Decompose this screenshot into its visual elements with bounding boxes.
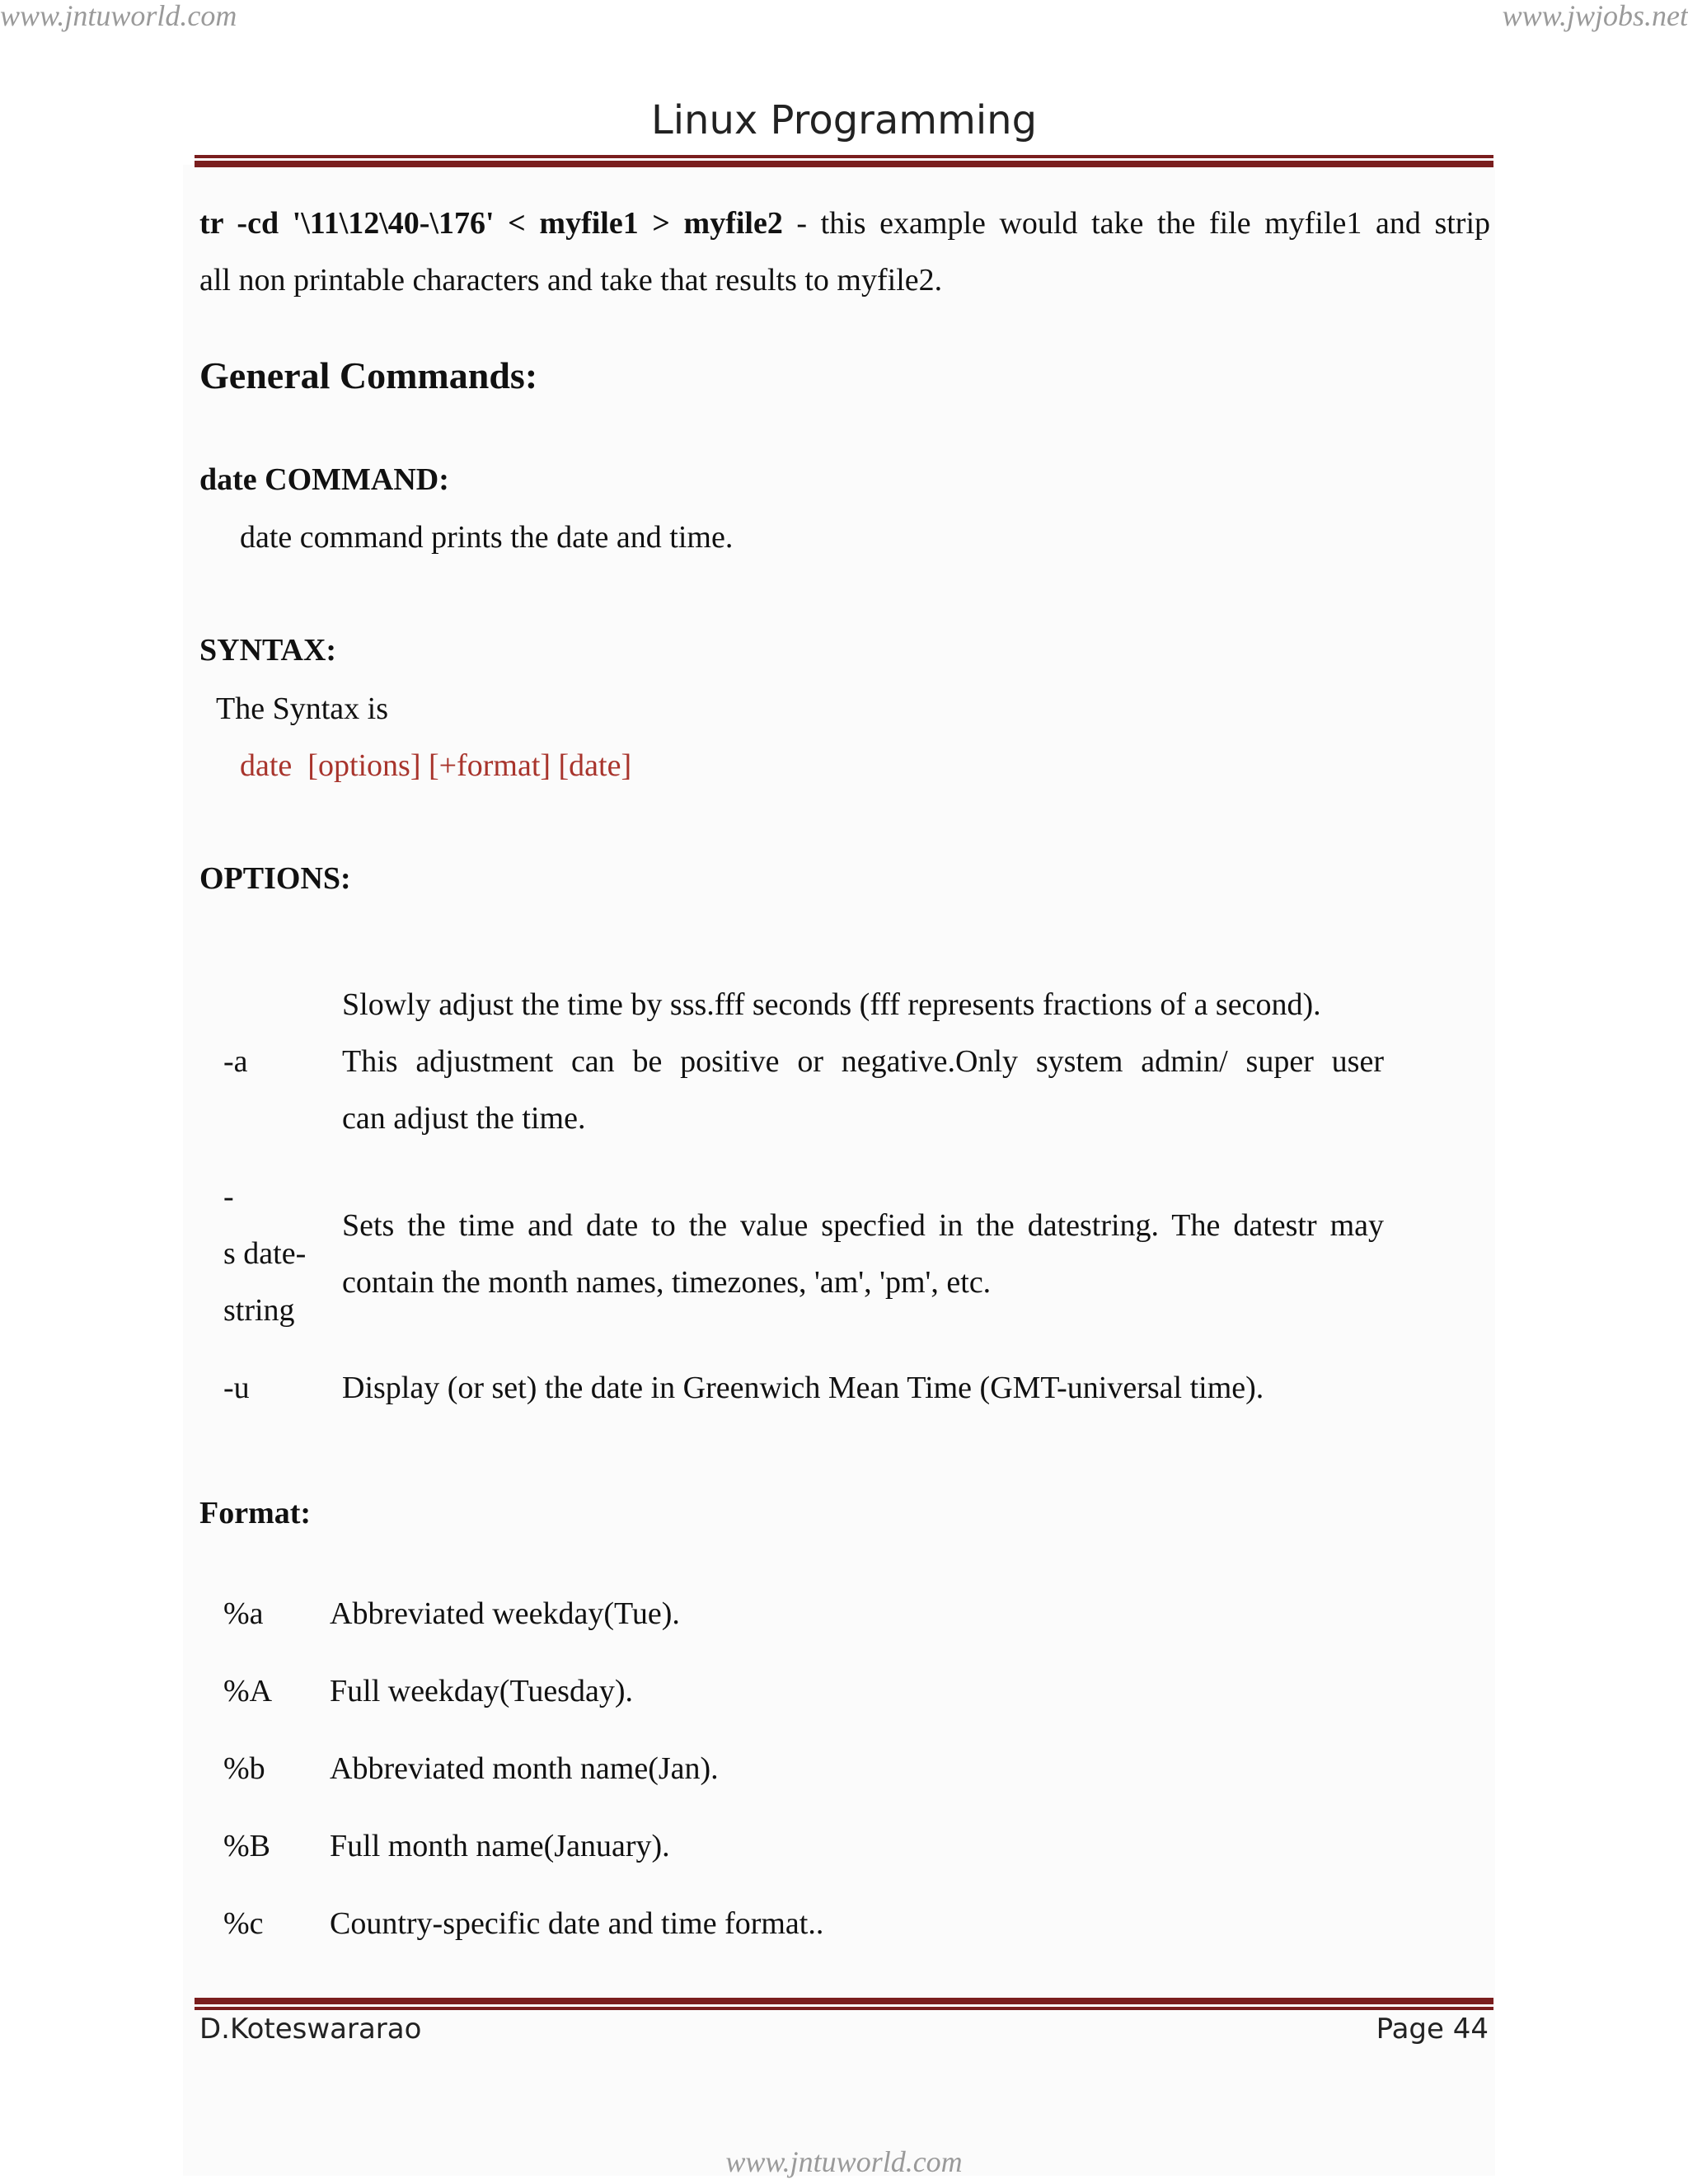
syntax-intro: The Syntax is [216,691,388,726]
option-desc-a [342,977,1384,1147]
format-code: %a [223,1596,264,1631]
header-rule-top [195,155,1493,158]
date-command-description: date command prints the date and time. [240,520,734,555]
format-desc: Full weekday(Tuesday). [330,1674,633,1708]
format-code: %b [223,1751,265,1786]
option-flag-line: s date- [223,1236,307,1271]
general-commands-heading: General Commands: [199,354,538,396]
date-command-heading: date COMMAND: [199,462,449,497]
option-flag-line: string [223,1293,295,1328]
option-flag-a: -a [223,1044,248,1079]
option-flag-s [223,1169,306,1339]
footer-author: D.Koteswararao [199,2013,422,2046]
option-desc-line: Sets the time and date to the value specfied in the datestring. The datestr may [342,1208,1384,1243]
option-desc-line: Slowly adjust the time by sss.fff seconds (fff represents fractions of a second). [342,987,1321,1022]
watermark-top-left: www.jntuworld.com [0,0,237,32]
option-flag-line: - [223,1179,234,1214]
header-rule-bottom [195,161,1493,167]
option-flag-u: -u [223,1371,250,1405]
footer-rule-bottom [195,2007,1493,2010]
option-desc-u: Display (or set) the date in Greenwich Mean Time (GMT-universal time). [342,1371,1264,1405]
syntax-code: date [options] [+format] [date] [240,748,632,783]
option-desc-line: can adjust the time. [342,1101,586,1136]
footer-page-number: Page 44 [1376,2013,1489,2046]
format-heading: Format: [199,1496,312,1530]
option-desc-line: This adjustment can be positive or negative.Only system admin/ super user [342,1044,1384,1079]
format-desc: Abbreviated month name(Jan). [330,1751,719,1786]
intro-command: tr -cd '\11\12\40-\176' < myfile1 > myfile2 [199,206,783,241]
options-heading: OPTIONS: [199,861,351,896]
footer-rule-top [195,1998,1493,2004]
syntax-heading: SYNTAX: [199,633,337,668]
option-desc-line: contain the month names, timezones, 'am', 'pm', etc. [342,1265,992,1300]
intro-paragraph [199,195,1490,309]
format-desc: Full month name(January). [330,1829,670,1863]
option-desc-s [342,1197,1384,1311]
intro-text-line2: all non printable characters and take that results to myfile2. [199,263,943,298]
format-code: %c [223,1906,264,1941]
format-desc: Abbreviated weekday(Tue). [330,1596,680,1631]
intro-text-line1: - this example would take the file myfile1 and strip [782,206,1490,241]
watermark-bottom: www.jntuworld.com [725,2145,963,2178]
page-title: Linux Programming [650,97,1038,143]
format-code: %A [223,1674,273,1708]
format-desc: Country-specific date and time format.. [330,1906,824,1941]
watermark-top-right: www.jwjobs.net [1502,0,1688,32]
format-code: %B [223,1829,270,1863]
